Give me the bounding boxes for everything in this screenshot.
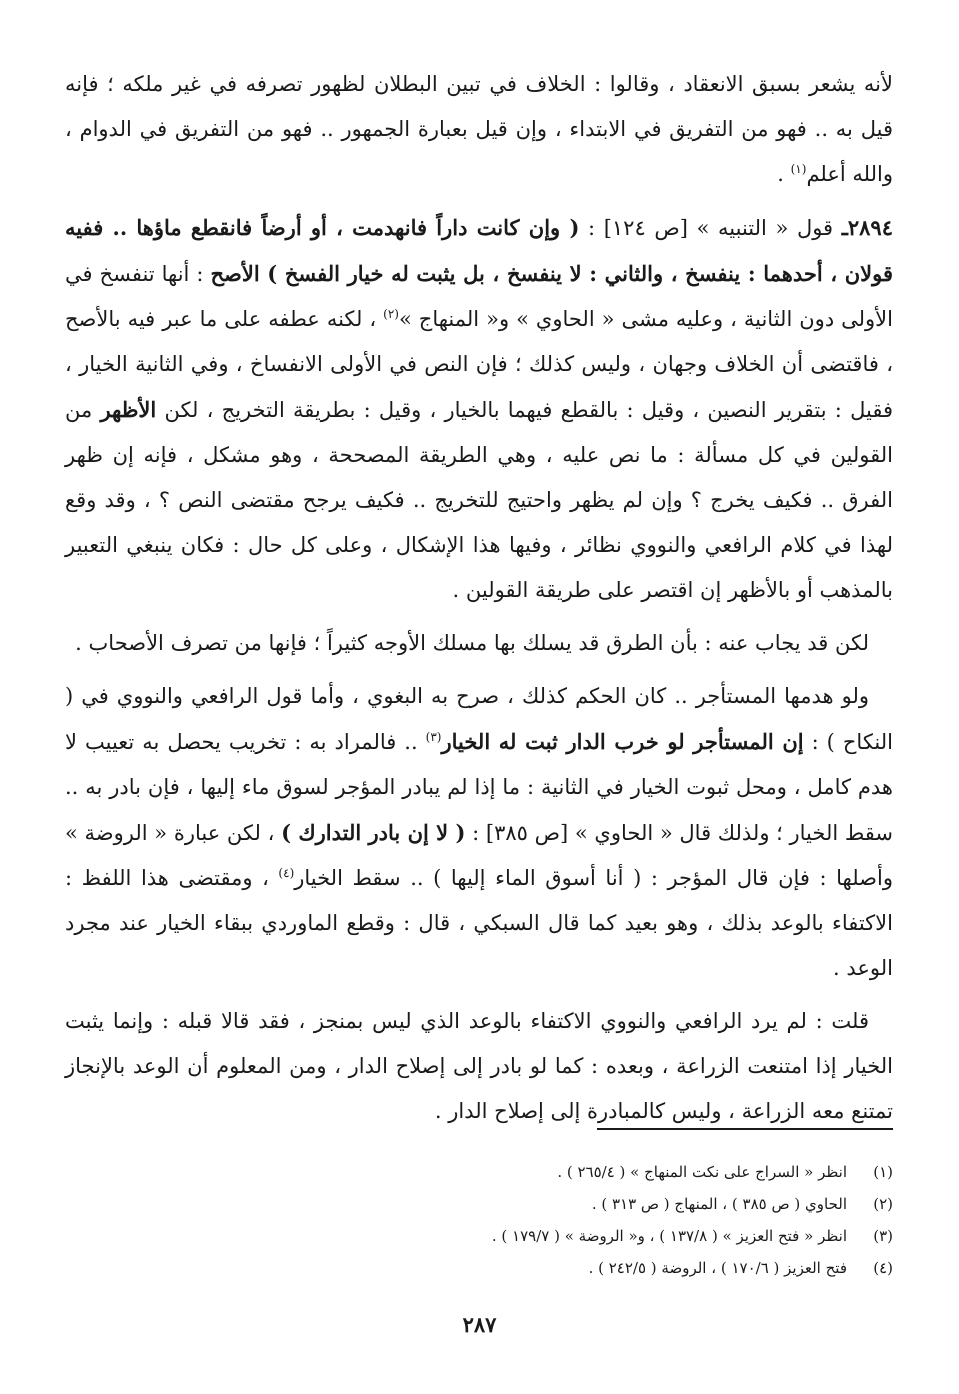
- paragraph-2-intro: قول « التنبيه » [ص ١٢٤] :: [579, 216, 842, 240]
- footnote-4-text: فتح العزيز ( ١٧٠/٦ ) ، الروضة ( ٢٤٢/٥ ) .: [588, 1259, 847, 1277]
- paragraph-4-text-3: ، لكن عبارة « الروضة » وأصلها : فإن قال المؤجر : ( أنا أسوق الماء إليها ) .. سقط الخيار: [65, 821, 893, 890]
- footnote-ref-4: (٤): [278, 866, 295, 880]
- footnote-1-number: (١): [873, 1163, 893, 1181]
- footnote-ref-3: (٣): [425, 730, 442, 744]
- footnote-4-number: (٤): [873, 1259, 893, 1277]
- paragraph-4-text-2: .. فالمراد به : تخريب يحصل به تعييب لا هدم كامل ، ومحل ثبوت الخيار في الثانية : ما إذا لم يبادر المؤجر لسوق ماء إليها ، فإن بادر به .. سقط الخيار ؛ ولذلك قال « الحاوي » [ص ٣٨٥] :: [65, 730, 894, 845]
- footnote-2-text: الحاوي ( ص ٣٨٥ ) ، المنهاج ( ص ٣١٣ ) .: [591, 1195, 847, 1213]
- paragraph-1-text: لأنه يشعر بسبق الانعقاد ، وقالوا : الخلاف في تبين البطلان لظهور تصرفه في غير ملكه ؛ فإنه قيل به .. فهو من التفريق في الابتداء ، وإن قيل بعبارة الجمهور .. فهو من التفريق في الدوام ، والله أعلم: [65, 72, 893, 186]
- paragraph-2-quote: ( وإن كانت داراً فانهدمت ، أو أرضاً فانقطع ماؤها .. ففيه قولان ، أحدهما : ينفسخ ، والثاني : لا ينفسخ ، بل يثبت له خيار الفسخ ) الأصح: [65, 215, 894, 286]
- footnote-3: [65, 1220, 893, 1252]
- footnote-ref-1: (١): [790, 162, 807, 176]
- paragraph-4: [65, 674, 893, 991]
- paragraph-1-end: .: [777, 162, 791, 186]
- paragraph-2: [65, 205, 893, 613]
- paragraph-4-text-4: ، ومقتضى هذا اللفظ : الاكتفاء بالوعد بذلك ، وهو بعيد كما قال السبكي ، قال : وقطع الماوردي ببقاء الخيار عند مجرد الوعد .: [65, 866, 893, 980]
- paragraph-4-bold-1: إن المستأجر لو خرب الدار ثبت له الخيار: [441, 729, 804, 754]
- paragraph-3-text: لكن قد يجاب عنه : بأن الطرق قد يسلك بها مسلك الأوجه كثيراً ؛ فإنها من تصرف الأصحاب .: [75, 631, 869, 655]
- paragraph-5-text: قلت : لم يرد الرافعي والنووي الاكتفاء بالوعد الذي ليس بمنجز ، فقد قالا قبله : وإنما يثبت الخيار إذا امتنعت الزراعة ، وبعده : كما لو بادر إلى إصلاح الدار ، ومن المعلوم أن الوعد بالإنجاز تمتنع معه الزراعة ، وليس كالمبادرة إلى إصلاح الدار .: [65, 1009, 893, 1123]
- main-text: [65, 62, 893, 1142]
- paragraph-4-text-1: ولو هدمها المستأجر .. كان الحكم كذلك ، صرح به البغوي ، وأما قول الرافعي والنووي في ( النكاح ) :: [65, 684, 893, 754]
- paragraph-4-bold-2: ( لا إن بادر التدارك ): [281, 820, 466, 845]
- paragraph-5: [65, 999, 893, 1134]
- paragraph-3: [65, 621, 893, 666]
- footnotes: [65, 1156, 893, 1284]
- page-number: ٢٨٧: [462, 1312, 497, 1337]
- footnote-3-text: انظر « فتح العزيز » ( ١٣٧/٨ ) ، و« الروضة » ( ١٧٩/٧ ) .: [491, 1227, 847, 1245]
- issue-number: ٢٨٩٤ـ: [841, 215, 893, 240]
- footnote-4: [65, 1252, 893, 1284]
- paragraph-1: [65, 62, 893, 197]
- paragraph-2-text-3: من القولين في كل مسألة : ما نص عليه ، وهي الطريقة المصححة ، وهو مشكل ، فإنه إن ظهر الفرق .. فكيف يخرج ؟ وإن لم يظهر واحتيج للتخريج .. فكيف يرجح مقتضى النص ؟ ، وقد وقع لهذا في كلام الرافعي والنووي نظائر ، وفيها هذا الإشكال ، وعلى كل حال : فكان ينبغي التعبير بالمذهب أو بالأظهر إن اقتصر على طريقة القولين .: [65, 398, 893, 602]
- footnote-1-text: انظر « السراج على نكت المنهاج » ( ٢٦٥/٤ ) .: [557, 1163, 847, 1181]
- footnote-2: [65, 1188, 893, 1220]
- footnote-1: [65, 1156, 893, 1188]
- footnote-separator: [597, 1128, 893, 1130]
- footnote-ref-2: (٢): [383, 307, 399, 321]
- paragraph-2-bold-word: الأظهر: [100, 397, 157, 422]
- paragraph-2-text-1: : أنها تنفسخ في الأولى دون الثانية ، وعليه مشى « الحاوي » و« المنهاج »: [65, 262, 893, 331]
- footnote-2-number: (٢): [873, 1195, 893, 1213]
- paragraph-2-text-2: ، لكنه عطفه على ما عبر فيه بالأصح ، فاقتضى أن الخلاف وجهان ، وليس كذلك ؛ فإن النص في الأولى الانفساخ ، وفي الثانية الخيار ، فقيل : بتقرير النصين ، وقيل : بالقطع فيهما بالخيار ، وقيل : بطريقة التخريج ، لكن: [65, 307, 893, 422]
- footnote-3-number: (٣): [873, 1227, 893, 1245]
